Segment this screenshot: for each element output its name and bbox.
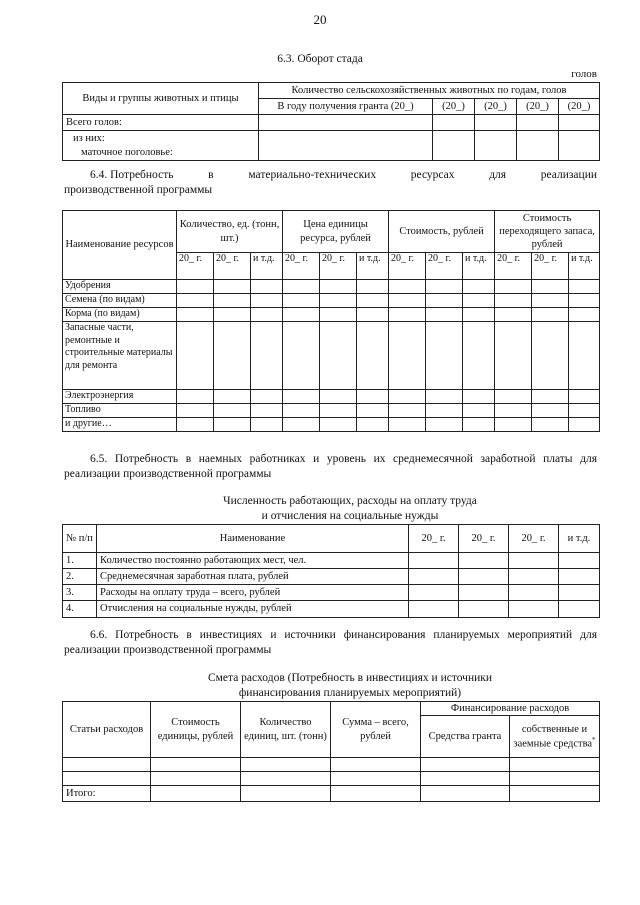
heading-word: для (489, 169, 507, 181)
sub-year: 20_ г. (389, 253, 426, 280)
col-quantity: Количество сельскохозяйственных животных по годам, голов (259, 83, 600, 99)
col-group-quantity: Количество, ед. (тонн, шт.) (177, 211, 283, 253)
col-unit-qty: Количество единиц, шт. (тонн) (241, 702, 331, 758)
resource-row-label: Корма (по видам) (63, 308, 177, 322)
col-expense-items: Статьи расходов (63, 702, 151, 758)
row-total: Всего голов: (63, 115, 259, 131)
col-year: 20_ г. (509, 525, 559, 553)
col-own-funds (510, 716, 600, 758)
col-year: (20_) (433, 99, 475, 115)
cell (259, 131, 433, 161)
heading-word: ресурсах (410, 169, 455, 181)
table-6-6-title-1: Смета расходов (Потребность в инвестициях и источники (207, 672, 492, 684)
sub-etc: и т.д. (463, 253, 495, 280)
cell (433, 131, 475, 161)
table-6-5-title-2: и отчисления на социальные нужды (261, 510, 439, 522)
resources-table (62, 210, 600, 432)
herd-turnover-table (62, 82, 600, 161)
sub-year: 20_ г. (532, 253, 569, 280)
resource-row-label: Семена (по видам) (63, 294, 177, 308)
col-group-cost: Стоимость, рублей (389, 211, 495, 253)
cell (475, 131, 517, 161)
resource-row-label: Электроэнергия (63, 390, 177, 404)
cell (433, 115, 475, 131)
col-num: № п/п (63, 525, 97, 553)
cell (517, 131, 559, 161)
heading-word: в (208, 169, 214, 181)
row-num: 2. (63, 569, 97, 585)
cell (475, 115, 517, 131)
row-label: маточное поголовье: (81, 146, 173, 158)
expenses-table (62, 701, 600, 802)
col-total-sum: Сумма – всего, рублей (331, 702, 421, 758)
col-year: 20_ г. (409, 525, 459, 553)
col-animal-type: Виды и группы животных и птицы (63, 83, 259, 115)
sub-etc: и т.д. (357, 253, 389, 280)
col-financing: Финансирование расходов (421, 702, 600, 716)
cell (559, 115, 600, 131)
workers-table (62, 524, 600, 618)
section-6-6-heading: 6.6. Потребность в инвестициях и источники финансирования планируемых мероприятий для реализации производственной программы (64, 629, 597, 656)
row-name: Количество постоянно работающих мест, чел. (97, 553, 409, 569)
sub-etc: и т.д. (251, 253, 283, 280)
col-year: 20_ г. (459, 525, 509, 553)
col-etc: и т.д. (559, 525, 600, 553)
sub-year: 20_ г. (214, 253, 251, 280)
cell (517, 115, 559, 131)
col-grant-year: В году получения гранта (20_) (259, 99, 433, 115)
total-row-label: Итого: (63, 786, 151, 802)
unit-label: голов (571, 68, 597, 80)
row-name: Расходы на оплату труда – всего, рублей (97, 585, 409, 601)
col-resource-name: Наименование ресурсов (63, 211, 177, 280)
section-6-4-heading-line2: производственной программы (64, 184, 213, 196)
resource-row-label: Топливо (63, 404, 177, 418)
row-num: 4. (63, 601, 97, 617)
table-6-5-title-1: Численность работающих, расходы на оплату труда (223, 495, 477, 507)
cell (559, 131, 600, 161)
heading-word: материально-технических (248, 169, 377, 181)
col-grant-funds: Средства гранта (421, 716, 510, 758)
col-unit-cost: Стоимость единицы, рублей (151, 702, 241, 758)
resource-row-label: и другие… (63, 418, 177, 432)
sub-year: 20_ г. (177, 253, 214, 280)
heading-word: реализации (540, 169, 597, 181)
col-year: (20_) (559, 99, 600, 115)
own-funds-label: собственные и заемные средства (513, 723, 593, 750)
col-year: (20_) (517, 99, 559, 115)
heading-word: 6.4. Потребность (90, 169, 174, 181)
sub-etc: и т.д. (569, 253, 600, 280)
col-group-price: Цена единицы ресурса, рублей (283, 211, 389, 253)
section-6-3-title: 6.3. Оборот стада (277, 53, 363, 65)
cell (259, 115, 433, 131)
sub-year: 20_ г. (283, 253, 320, 280)
col-name: Наименование (97, 525, 409, 553)
row-num: 3. (63, 585, 97, 601)
row-label: из них: (73, 133, 105, 145)
resource-row-label: Запасные части, ремонтные и строительные материалы для ремонта (63, 322, 177, 390)
resource-row-label: Удобрения (63, 280, 177, 294)
row-name: Отчисления на социальные нужды, рублей (97, 601, 409, 617)
section-6-5-heading: 6.5. Потребность в наемных работниках и уровень их среднемесячной заработной платы для реализации производственной программы (64, 453, 597, 480)
row-num: 1. (63, 553, 97, 569)
section-6-4-heading (90, 168, 597, 183)
table-6-6-title-2: финансирования планируемых мероприятий) (238, 687, 462, 699)
sub-year: 20_ г. (495, 253, 532, 280)
footnote-mark: * (592, 735, 596, 744)
page-number: 20 (313, 12, 327, 27)
row-of-which (63, 131, 259, 161)
col-group-stock-cost: Стоимость переходящего запаса, рублей (495, 211, 600, 253)
sub-year: 20_ г. (426, 253, 463, 280)
col-year: (20_) (475, 99, 517, 115)
sub-year: 20_ г. (320, 253, 357, 280)
row-name: Среднемесячная заработная плата, рублей (97, 569, 409, 585)
